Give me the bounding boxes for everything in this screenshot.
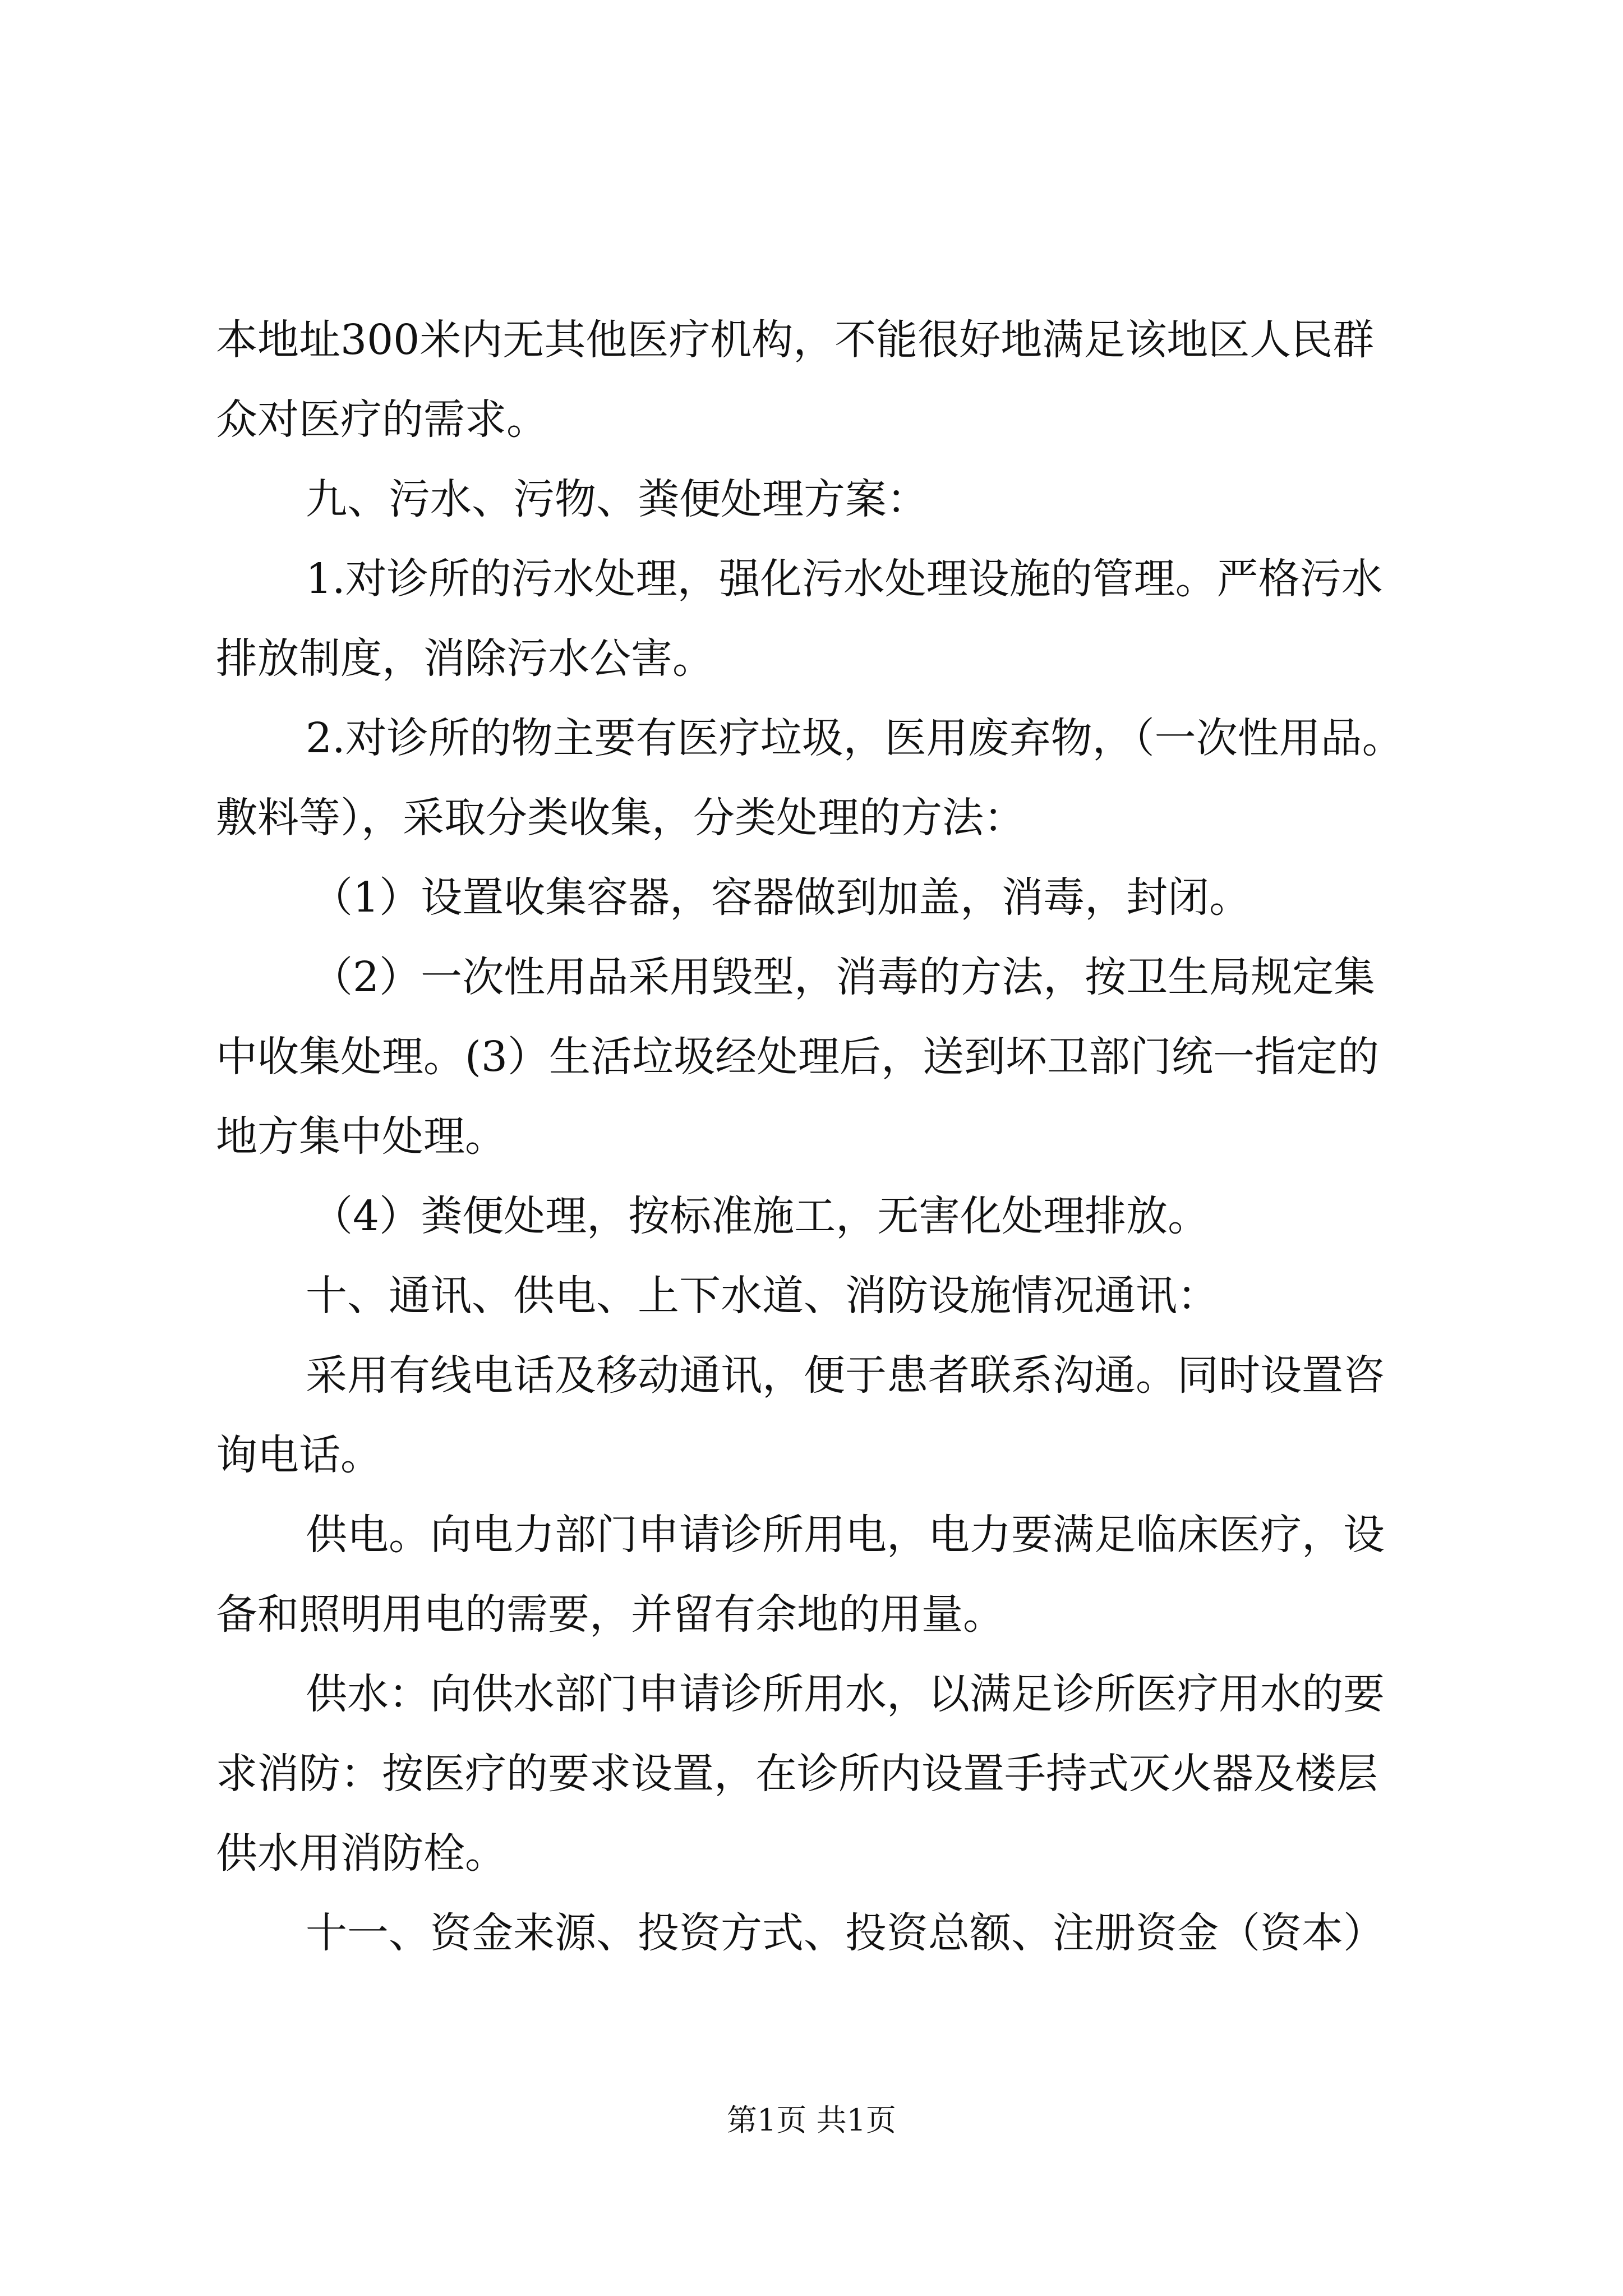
text-line: 供水：向供水部门申请诊所用水，以满足诊所医疗用水的要 <box>306 1670 1385 1718</box>
text-line: 求消防：按医疗的要求设置，在诊所内设置手持式灭火器及楼层 <box>216 1750 1378 1798</box>
text-line: （2）一次性用品采用毁型，消毒的方法，按卫生局规定集 <box>311 953 1376 1001</box>
text-line: 本地址300米内无其他医疗机构，不能很好地满足该地区人民群 <box>216 316 1375 364</box>
text-line: 2.对诊所的物主要有医疗垃圾，医用废弃物，（一次性用品。 <box>306 714 1404 762</box>
text-line: （1）设置收集容器，容器做到加盖，消毒，封闭。 <box>311 873 1251 922</box>
text-line: （4）粪便处理，按标准施工，无害化处理排放。 <box>311 1192 1210 1240</box>
text-line: 供水用消防栓。 <box>216 1829 506 1878</box>
text-line: 排放制度，消除污水公害。 <box>216 634 714 683</box>
section-heading: 十一、资金来源、投资方式、投资总额、注册资金（资本） <box>306 1909 1385 1957</box>
document-body <box>216 300 1416 1973</box>
text-line: 敷料等），采取分类收集，分类处理的方法： <box>216 794 1025 842</box>
section-heading: 九、污水、污物、粪便处理方案： <box>306 475 928 523</box>
page-footer: 第1页 共1页 <box>727 2102 896 2138</box>
text-line: 采用有线电话及移动通讯，便于患者联系沟通。同时设置咨 <box>306 1351 1385 1400</box>
text-line: 中收集处理。(3）生活垃圾经处理后，送到坏卫部门统一指定的 <box>216 1033 1379 1081</box>
text-line: 询电话。 <box>216 1431 382 1479</box>
text-line: 供电。向电力部门申请诊所用电，电力要满足临床医疗，设 <box>306 1511 1385 1559</box>
text-line: 地方集中处理。 <box>216 1112 506 1161</box>
text-line: 1.对诊所的污水处理，强化污水处理设施的管理。严格污水 <box>306 555 1383 603</box>
text-line: 众对医疗的需求。 <box>216 395 548 444</box>
section-heading: 十、通讯、供电、上下水道、消防设施情况通讯： <box>306 1272 1219 1320</box>
text-line: 备和照明用电的需要，并留有余地的用量。 <box>216 1590 1004 1639</box>
